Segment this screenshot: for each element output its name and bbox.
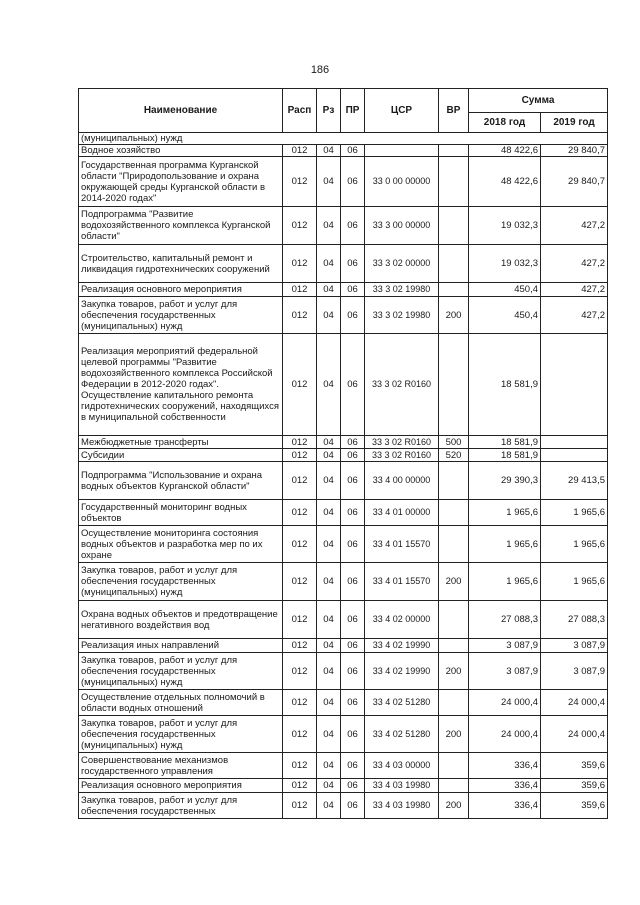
cell-pr: 06 <box>341 297 365 334</box>
cell-rz: 04 <box>317 207 341 245</box>
continuation-text: (муниципальных) нужд <box>79 133 608 145</box>
cell-rasp: 012 <box>283 449 317 462</box>
header-vr: ВР <box>439 89 469 133</box>
cell-csr: 33 4 02 51280 <box>365 716 439 753</box>
table-row <box>79 563 608 601</box>
cell-csr: 33 3 02 R0160 <box>365 449 439 462</box>
cell-name: Государственная программа Курганской области "Природопользование и охрана окружающей среды Курганской области в 2014-2020 годах" <box>79 157 283 207</box>
cell-y2019: 359,6 <box>541 753 608 779</box>
cell-csr <box>365 145 439 157</box>
cell-pr: 06 <box>341 639 365 653</box>
cell-pr: 06 <box>341 145 365 157</box>
cell-rz: 04 <box>317 245 341 283</box>
cell-pr: 06 <box>341 690 365 716</box>
cell-rasp: 012 <box>283 716 317 753</box>
cell-vr <box>439 690 469 716</box>
cell-csr: 33 3 02 19980 <box>365 283 439 297</box>
table-row <box>79 793 608 819</box>
cell-vr: 200 <box>439 297 469 334</box>
table-row <box>79 690 608 716</box>
cell-rasp: 012 <box>283 753 317 779</box>
cell-y2019: 1 965,6 <box>541 563 608 601</box>
cell-rasp: 012 <box>283 601 317 639</box>
cell-vr <box>439 639 469 653</box>
cell-rasp: 012 <box>283 793 317 819</box>
cell-y2019 <box>541 334 608 436</box>
table-row <box>79 779 608 793</box>
cell-rasp: 012 <box>283 436 317 449</box>
cell-y2018: 336,4 <box>469 793 541 819</box>
header-2019: 2019 год <box>541 113 608 133</box>
cell-pr: 06 <box>341 462 365 500</box>
cell-vr <box>439 207 469 245</box>
cell-vr <box>439 500 469 526</box>
table-row <box>79 145 608 157</box>
cell-y2018: 24 000,4 <box>469 690 541 716</box>
cell-y2019: 24 000,4 <box>541 716 608 753</box>
cell-pr: 06 <box>341 601 365 639</box>
header-2018: 2018 год <box>469 113 541 133</box>
cell-rasp: 012 <box>283 207 317 245</box>
cell-y2018: 18 581,9 <box>469 334 541 436</box>
table-row <box>79 601 608 639</box>
cell-name: Строительство, капитальный ремонт и ликвидация гидротехнических сооружений <box>79 245 283 283</box>
page-number: 186 <box>310 64 330 76</box>
cell-name: Реализация иных направлений <box>79 639 283 653</box>
table-row <box>79 334 608 436</box>
cell-name: Реализация мероприятий федеральной целевой программы "Развитие водохозяйственного комплекса Российской Федерации в 2012-2020 годах". Осуществление капитального ремонта гидротехнических сооружений, находящихся в муниципальной собственности <box>79 334 283 436</box>
cell-y2018: 1 965,6 <box>469 500 541 526</box>
cell-name: Реализация основного мероприятия <box>79 283 283 297</box>
cell-pr: 06 <box>341 283 365 297</box>
table-row <box>79 449 608 462</box>
cell-name: Реализация основного мероприятия <box>79 779 283 793</box>
cell-y2019: 27 088,3 <box>541 601 608 639</box>
cell-csr: 33 3 02 00000 <box>365 245 439 283</box>
cell-rasp: 012 <box>283 653 317 690</box>
cell-y2019: 29 413,5 <box>541 462 608 500</box>
cell-y2019: 3 087,9 <box>541 639 608 653</box>
header-csr: ЦСР <box>365 89 439 133</box>
cell-vr <box>439 526 469 563</box>
cell-name: Государственный мониторинг водных объектов <box>79 500 283 526</box>
table-row <box>79 753 608 779</box>
cell-y2018: 19 032,3 <box>469 245 541 283</box>
cell-rasp: 012 <box>283 245 317 283</box>
table-row <box>79 245 608 283</box>
cell-pr: 06 <box>341 753 365 779</box>
cell-rz: 04 <box>317 793 341 819</box>
cell-rz: 04 <box>317 779 341 793</box>
cell-y2018: 24 000,4 <box>469 716 541 753</box>
budget-table <box>78 88 608 819</box>
cell-csr: 33 0 00 00000 <box>365 157 439 207</box>
table-row <box>79 526 608 563</box>
cell-name: Осуществление мониторинга состояния водных объектов и разработка мер по их охране <box>79 526 283 563</box>
cell-csr: 33 4 01 00000 <box>365 500 439 526</box>
cell-rasp: 012 <box>283 334 317 436</box>
cell-pr: 06 <box>341 779 365 793</box>
cell-csr: 33 4 02 00000 <box>365 601 439 639</box>
cell-name: Водное хозяйство <box>79 145 283 157</box>
cell-y2018: 48 422,6 <box>469 157 541 207</box>
cell-rasp: 012 <box>283 283 317 297</box>
table-body <box>79 133 608 819</box>
cell-rasp: 012 <box>283 563 317 601</box>
cell-y2018: 1 965,6 <box>469 526 541 563</box>
table-header <box>79 89 608 133</box>
cell-csr: 33 4 00 00000 <box>365 462 439 500</box>
table-row <box>79 462 608 500</box>
cell-pr: 06 <box>341 526 365 563</box>
cell-y2019: 1 965,6 <box>541 500 608 526</box>
cell-name: Подпрограмма "Развитие водохозяйственного комплекса Курганской области" <box>79 207 283 245</box>
cell-csr: 33 4 02 19990 <box>365 639 439 653</box>
cell-csr: 33 4 02 51280 <box>365 690 439 716</box>
cell-csr: 33 3 00 00000 <box>365 207 439 245</box>
cell-rasp: 012 <box>283 526 317 563</box>
header-pr: ПР <box>341 89 365 133</box>
table-row <box>79 653 608 690</box>
cell-pr: 06 <box>341 449 365 462</box>
cell-y2018: 336,4 <box>469 753 541 779</box>
cell-name: Закупка товаров, работ и услуг для обеспечения государственных (муниципальных) нужд <box>79 653 283 690</box>
cell-rasp: 012 <box>283 145 317 157</box>
header-name: Наименование <box>79 89 283 133</box>
cell-vr <box>439 334 469 436</box>
cell-y2018: 450,4 <box>469 283 541 297</box>
cell-rz: 04 <box>317 283 341 297</box>
table-row <box>79 639 608 653</box>
cell-y2019: 3 087,9 <box>541 653 608 690</box>
table-row <box>79 283 608 297</box>
cell-rz: 04 <box>317 526 341 563</box>
cell-rz: 04 <box>317 449 341 462</box>
cell-pr: 06 <box>341 500 365 526</box>
cell-name: Межбюджетные трансферты <box>79 436 283 449</box>
cell-pr: 06 <box>341 563 365 601</box>
cell-vr <box>439 145 469 157</box>
cell-pr: 06 <box>341 653 365 690</box>
table-row <box>79 716 608 753</box>
cell-vr <box>439 283 469 297</box>
cell-rz: 04 <box>317 297 341 334</box>
cell-pr: 06 <box>341 436 365 449</box>
cell-pr: 06 <box>341 157 365 207</box>
header-sum: Сумма <box>469 89 608 113</box>
cell-y2019: 359,6 <box>541 793 608 819</box>
cell-y2019: 24 000,4 <box>541 690 608 716</box>
cell-y2019: 427,2 <box>541 297 608 334</box>
cell-vr <box>439 245 469 283</box>
cell-csr: 33 4 01 15570 <box>365 563 439 601</box>
cell-rasp: 012 <box>283 779 317 793</box>
cell-vr <box>439 157 469 207</box>
table-row <box>79 436 608 449</box>
cell-name: Подпрограмма "Использование и охрана водных объектов Курганской области" <box>79 462 283 500</box>
cell-rz: 04 <box>317 436 341 449</box>
cell-csr: 33 3 02 R0160 <box>365 334 439 436</box>
table-row <box>79 207 608 245</box>
cell-rz: 04 <box>317 462 341 500</box>
cell-csr: 33 4 03 19980 <box>365 793 439 819</box>
cell-y2019: 29 840,7 <box>541 157 608 207</box>
cell-y2019 <box>541 436 608 449</box>
cell-rz: 04 <box>317 334 341 436</box>
table-row <box>79 500 608 526</box>
cell-pr: 06 <box>341 716 365 753</box>
cell-rasp: 012 <box>283 690 317 716</box>
cell-pr: 06 <box>341 793 365 819</box>
cell-y2018: 19 032,3 <box>469 207 541 245</box>
header-rz: Рз <box>317 89 341 133</box>
cell-rasp: 012 <box>283 639 317 653</box>
cell-name: Закупка товаров, работ и услуг для обеспечения государственных (муниципальных) нужд <box>79 563 283 601</box>
cell-name: Субсидии <box>79 449 283 462</box>
cell-rz: 04 <box>317 500 341 526</box>
cell-vr <box>439 753 469 779</box>
cell-rasp: 012 <box>283 297 317 334</box>
cell-y2019: 1 965,6 <box>541 526 608 563</box>
cell-pr: 06 <box>341 334 365 436</box>
cell-y2019 <box>541 449 608 462</box>
cell-rz: 04 <box>317 601 341 639</box>
cell-rz: 04 <box>317 653 341 690</box>
cell-vr: 200 <box>439 653 469 690</box>
cell-vr: 500 <box>439 436 469 449</box>
table-row <box>79 157 608 207</box>
cell-csr: 33 3 02 19980 <box>365 297 439 334</box>
cell-y2018: 48 422,6 <box>469 145 541 157</box>
cell-y2019: 427,2 <box>541 283 608 297</box>
cell-pr: 06 <box>341 245 365 283</box>
cell-rz: 04 <box>317 157 341 207</box>
cell-y2018: 450,4 <box>469 297 541 334</box>
cell-vr <box>439 779 469 793</box>
table-row <box>79 297 608 334</box>
cell-name: Совершенствование механизмов государственного управления <box>79 753 283 779</box>
header-rasp: Расп <box>283 89 317 133</box>
cell-y2018: 18 581,9 <box>469 449 541 462</box>
cell-y2019: 29 840,7 <box>541 145 608 157</box>
cell-y2018: 29 390,3 <box>469 462 541 500</box>
cell-y2019: 427,2 <box>541 207 608 245</box>
cell-name: Осуществление отдельных полномочий в области водных отношений <box>79 690 283 716</box>
cell-rasp: 012 <box>283 500 317 526</box>
cell-name: Закупка товаров, работ и услуг для обеспечения государственных <box>79 793 283 819</box>
cell-vr <box>439 601 469 639</box>
cell-rz: 04 <box>317 563 341 601</box>
cell-rasp: 012 <box>283 462 317 500</box>
cell-vr: 200 <box>439 716 469 753</box>
cell-y2018: 336,4 <box>469 779 541 793</box>
cell-csr: 33 4 02 19990 <box>365 653 439 690</box>
cell-rz: 04 <box>317 753 341 779</box>
cell-vr: 520 <box>439 449 469 462</box>
cell-y2019: 427,2 <box>541 245 608 283</box>
cell-csr: 33 4 01 15570 <box>365 526 439 563</box>
cell-y2019: 359,6 <box>541 779 608 793</box>
cell-y2018: 27 088,3 <box>469 601 541 639</box>
cell-rz: 04 <box>317 145 341 157</box>
cell-vr: 200 <box>439 563 469 601</box>
cell-pr: 06 <box>341 207 365 245</box>
cell-rasp: 012 <box>283 157 317 207</box>
cell-name: Закупка товаров, работ и услуг для обеспечения государственных (муниципальных) нужд <box>79 716 283 753</box>
cell-csr: 33 4 03 19980 <box>365 779 439 793</box>
cell-csr: 33 3 02 R0160 <box>365 436 439 449</box>
cell-name: Закупка товаров, работ и услуг для обеспечения государственных (муниципальных) нужд <box>79 297 283 334</box>
cell-csr: 33 4 03 00000 <box>365 753 439 779</box>
cell-vr <box>439 462 469 500</box>
cell-name: Охрана водных объектов и предотвращение негативного воздействия вод <box>79 601 283 639</box>
cell-y2018: 1 965,6 <box>469 563 541 601</box>
cell-vr: 200 <box>439 793 469 819</box>
cell-y2018: 3 087,9 <box>469 639 541 653</box>
cell-rz: 04 <box>317 690 341 716</box>
cell-y2018: 18 581,9 <box>469 436 541 449</box>
cell-y2018: 3 087,9 <box>469 653 541 690</box>
cell-rz: 04 <box>317 639 341 653</box>
cell-rz: 04 <box>317 716 341 753</box>
continuation-row <box>79 133 608 145</box>
